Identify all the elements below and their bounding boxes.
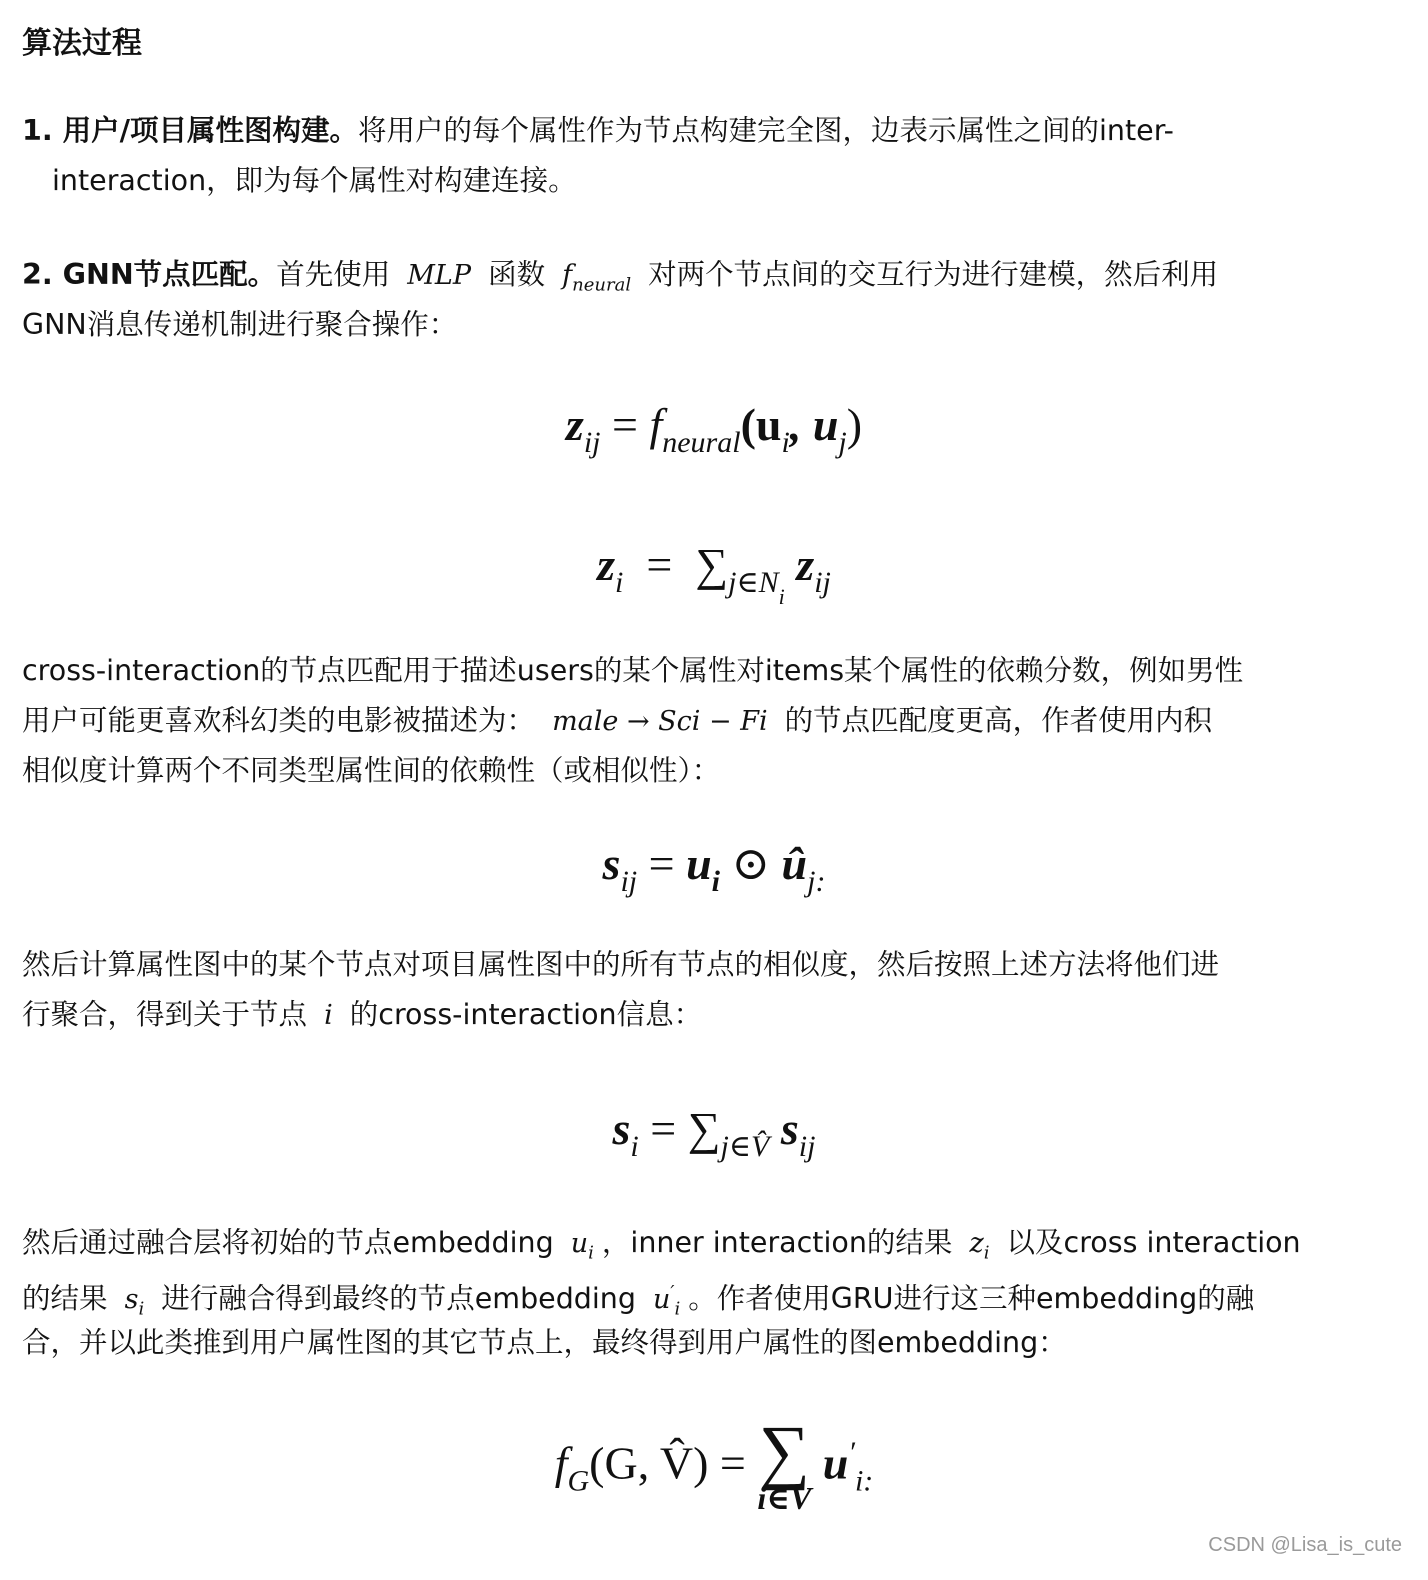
step2-paragraph	[22, 250, 1402, 350]
step1-label: 1. 用户/项目属性图构建。	[22, 114, 358, 147]
para3-line1: cross-interaction的节点匹配用于描述users的某个属性对items某个属性的依赖分数，例如男性	[22, 654, 1244, 687]
step2-text-c: 对两个节点间的交互行为进行建模，然后利用	[648, 258, 1219, 291]
step2-text-d: GNN消息传递机制进行聚合操作：	[22, 308, 458, 341]
section-title: 算法过程	[22, 26, 142, 61]
para5-line2-c: 。作者使用GRU进行这三种embedding的融	[688, 1282, 1255, 1315]
para5-line1-a: 然后通过融合层将初始的节点embedding	[22, 1226, 554, 1259]
para4-line2-a: 行聚合，得到关于节点	[22, 998, 308, 1031]
para5-line2-b: 进行融合得到最终的节点embedding	[161, 1282, 636, 1315]
para5-line2-a: 的结果	[22, 1282, 108, 1315]
math-zi: $z_i$	[969, 1228, 990, 1264]
similarity-paragraph	[22, 940, 1402, 1040]
math-mlp: MLP	[407, 260, 472, 291]
para5-line1-b: ，inner interaction的结果	[601, 1226, 953, 1259]
para5-line3: 合，并以此类推到用户属性图的其它节点上，最终得到用户属性的图embedding：	[22, 1326, 1067, 1359]
step1-text-b: interaction，即为每个属性对构建连接。	[52, 164, 577, 197]
fusion-paragraph	[22, 1218, 1402, 1368]
math-male-scifi: male → Sci − Fi	[552, 706, 768, 737]
math-i: i	[324, 1000, 333, 1031]
equation-si: $s_i = \sum_{j\in V̂}$ $s_{ij}$	[612, 1103, 816, 1163]
math-ui-prime: $u'_i$	[653, 1282, 681, 1320]
para3-line2-b: 的节点匹配度更高，作者使用内积	[784, 704, 1213, 737]
equation-zij: $z_{ij} = f_{neural}(u_i$, $u_j$)	[565, 399, 863, 459]
step1-paragraph	[22, 106, 1402, 206]
para4-line2-b: 的cross-interaction信息：	[349, 998, 703, 1031]
para3-line3: 相似度计算两个不同类型属性间的依赖性（或相似性）：	[22, 754, 721, 787]
watermark: CSDN @Lisa_is_cute	[1208, 1534, 1402, 1556]
summation-symbol: ∑ i∈V	[757, 1411, 812, 1517]
para5-line1-c: 以及cross interaction	[1006, 1226, 1301, 1259]
equation-graph-embedding: $f_G(G$, V̂) = ∑ i∈V $u'_{i:}$	[554, 1411, 874, 1517]
math-f-neural: $f_{neural}$	[562, 260, 632, 296]
step1-text-a: 将用户的每个属性作为节点构建完全图，边表示属性之间的inter-	[358, 114, 1174, 147]
para3-line2-a: 用户可能更喜欢科幻类的电影被描述为：	[22, 704, 536, 737]
equation-zi: $z_i = \sum_{j\in N_i}$ $z_{ij}$	[597, 539, 831, 609]
step2-text-b: 函数	[488, 258, 546, 291]
math-si: $s_i$	[124, 1284, 145, 1320]
cross-interaction-paragraph	[22, 646, 1402, 796]
math-ui: $u_i$	[570, 1228, 594, 1264]
step2-label: 2. GNN节点匹配。	[22, 258, 277, 291]
para4-line1: 然后计算属性图中的某个节点对项目属性图中的所有节点的相似度，然后按照上述方法将他们进	[22, 948, 1220, 981]
equation-sij: $s_{ij} = u_i$ ⊙ $û_{j:}$	[602, 838, 826, 898]
step2-text-a: 首先使用	[276, 258, 391, 291]
